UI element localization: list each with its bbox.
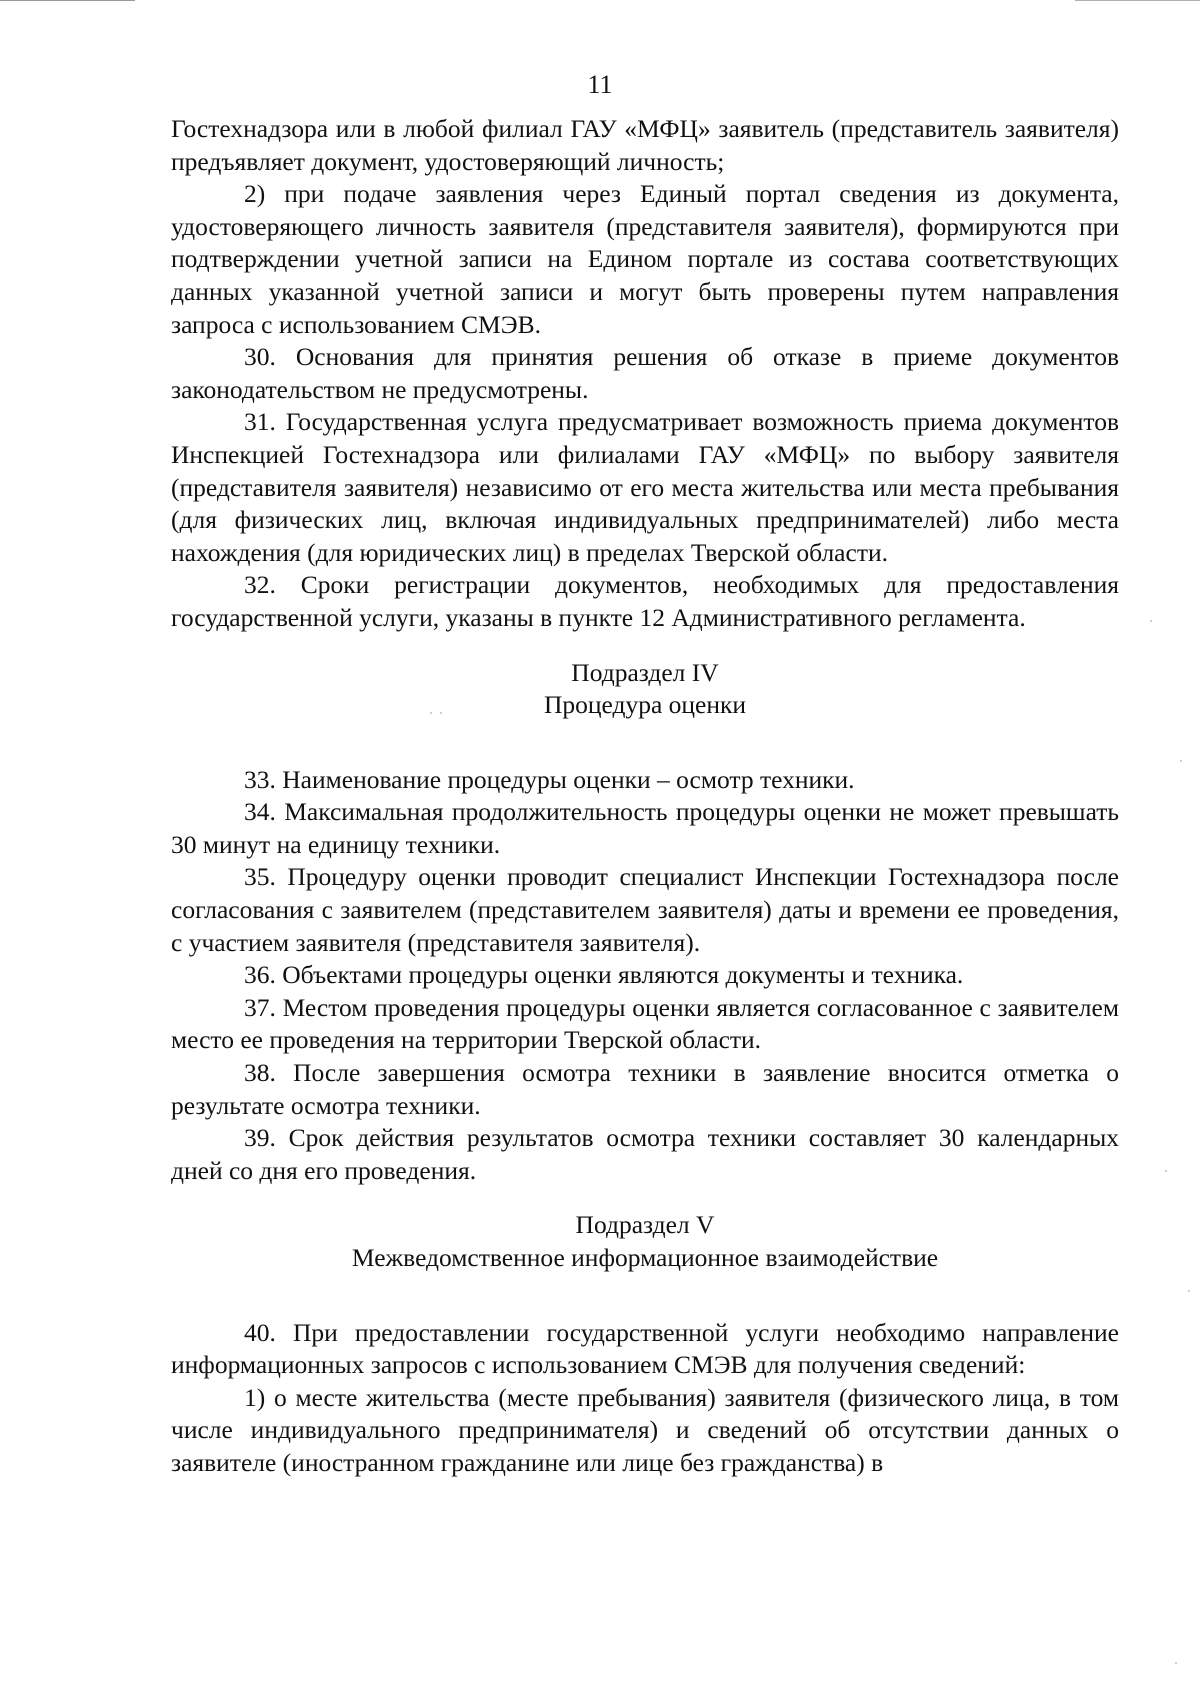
paragraph: 36. Объектами процедуры оценки являются документы и техника.: [244, 960, 964, 990]
paragraph: Гостехнадзора или в любой филиал ГАУ «МФЦ» заявитель (представитель заявителя) предъявляет документ, удостоверяющий личность;: [171, 114, 1119, 176]
paragraph: 37. Местом проведения процедуры оценки является согласованное с заявителем место ее проведения на территории Тверской области.: [171, 992, 1119, 1055]
section-heading-5: [171, 1209, 1119, 1274]
scan-edge-line: [1075, 0, 1200, 1]
paragraph: 33. Наименование процедуры оценки – осмотр техники.: [244, 764, 855, 794]
scan-edge-line: [0, 0, 135, 1]
scan-speck: [1188, 1290, 1190, 1292]
paragraph: 30. Основания для принятия решения об отказе в приеме документов законодательством не предусмотрены.: [171, 342, 1119, 404]
paragraph: 1) о месте жительства (месте пребывания) заявителя (физического лица, в том числе индивидуального предпринимателя) и сведений об отсутствии данных о заявителе (иностранном гражданине или лице без гражданства) в: [171, 1382, 1119, 1477]
subsection-label: Подраздел IV: [571, 657, 719, 687]
subsection-title: Процедура оценки: [543, 690, 747, 720]
paragraph: 35. Процедуру оценки проводит специалист Инспекции Гостехнадзора после согласования с заявителем (представителем заявителя) даты и времени ее проведения, с участием заявителя (представителя заявителя).: [171, 862, 1119, 957]
paragraph: 40. При предоставлении государственной услуги необходимо направление информационных запросов с использованием СМЭВ для получения сведений:: [171, 1317, 1119, 1380]
section-heading-4: [171, 657, 1119, 722]
scan-speck: [430, 712, 432, 714]
scan-speck: [1175, 1662, 1177, 1664]
paragraph: 39. Срок действия результатов осмотра техники составляет 30 календарных дней со дня его проведения.: [171, 1123, 1119, 1185]
scan-speck: [1150, 620, 1152, 622]
paragraph: 38. После завершения осмотра техники в заявление вносится отметка о результате осмотра техники.: [171, 1058, 1119, 1120]
subsection-title: Межведомственное информационное взаимодействие: [351, 1243, 939, 1272]
paragraph: 32. Сроки регистрации документов, необходимых для предоставления государственной услуги, указаны в пункте 12 Административного регламента.: [171, 570, 1119, 632]
scan-speck: [1165, 1170, 1167, 1172]
scan-speck: [440, 712, 442, 714]
paragraph: 34. Максимальная продолжительность процедуры оценки не может превышать 30 минут на единицу техники.: [171, 797, 1119, 859]
paragraph: 31. Государственная услуга предусматривает возможность приема документов Инспекцией Гостехнадзора или филиалами ГАУ «МФЦ» по выбору заявителя (представителя заявителя) независимо от его места жительства или места пребывания (для физических лиц, включая индивидуальных предпринимателей) либо места нахождения (для юридических лиц) в пределах Тверской области.: [171, 407, 1119, 567]
subsection-label: Подраздел V: [575, 1210, 715, 1240]
paragraph: 2) при подаче заявления через Единый портал сведения из документа, удостоверяющего личность заявителя (представителя заявителя), формируются при подтверждении учетной записи на Едином портале из состава соответствующих данных указанной учетной записи и могут быть проверены путем направления запроса с использованием СМЭВ.: [171, 179, 1119, 339]
scan-speck: [1180, 760, 1182, 762]
page-number: 11: [587, 70, 613, 99]
document-body: [171, 113, 1119, 1480]
